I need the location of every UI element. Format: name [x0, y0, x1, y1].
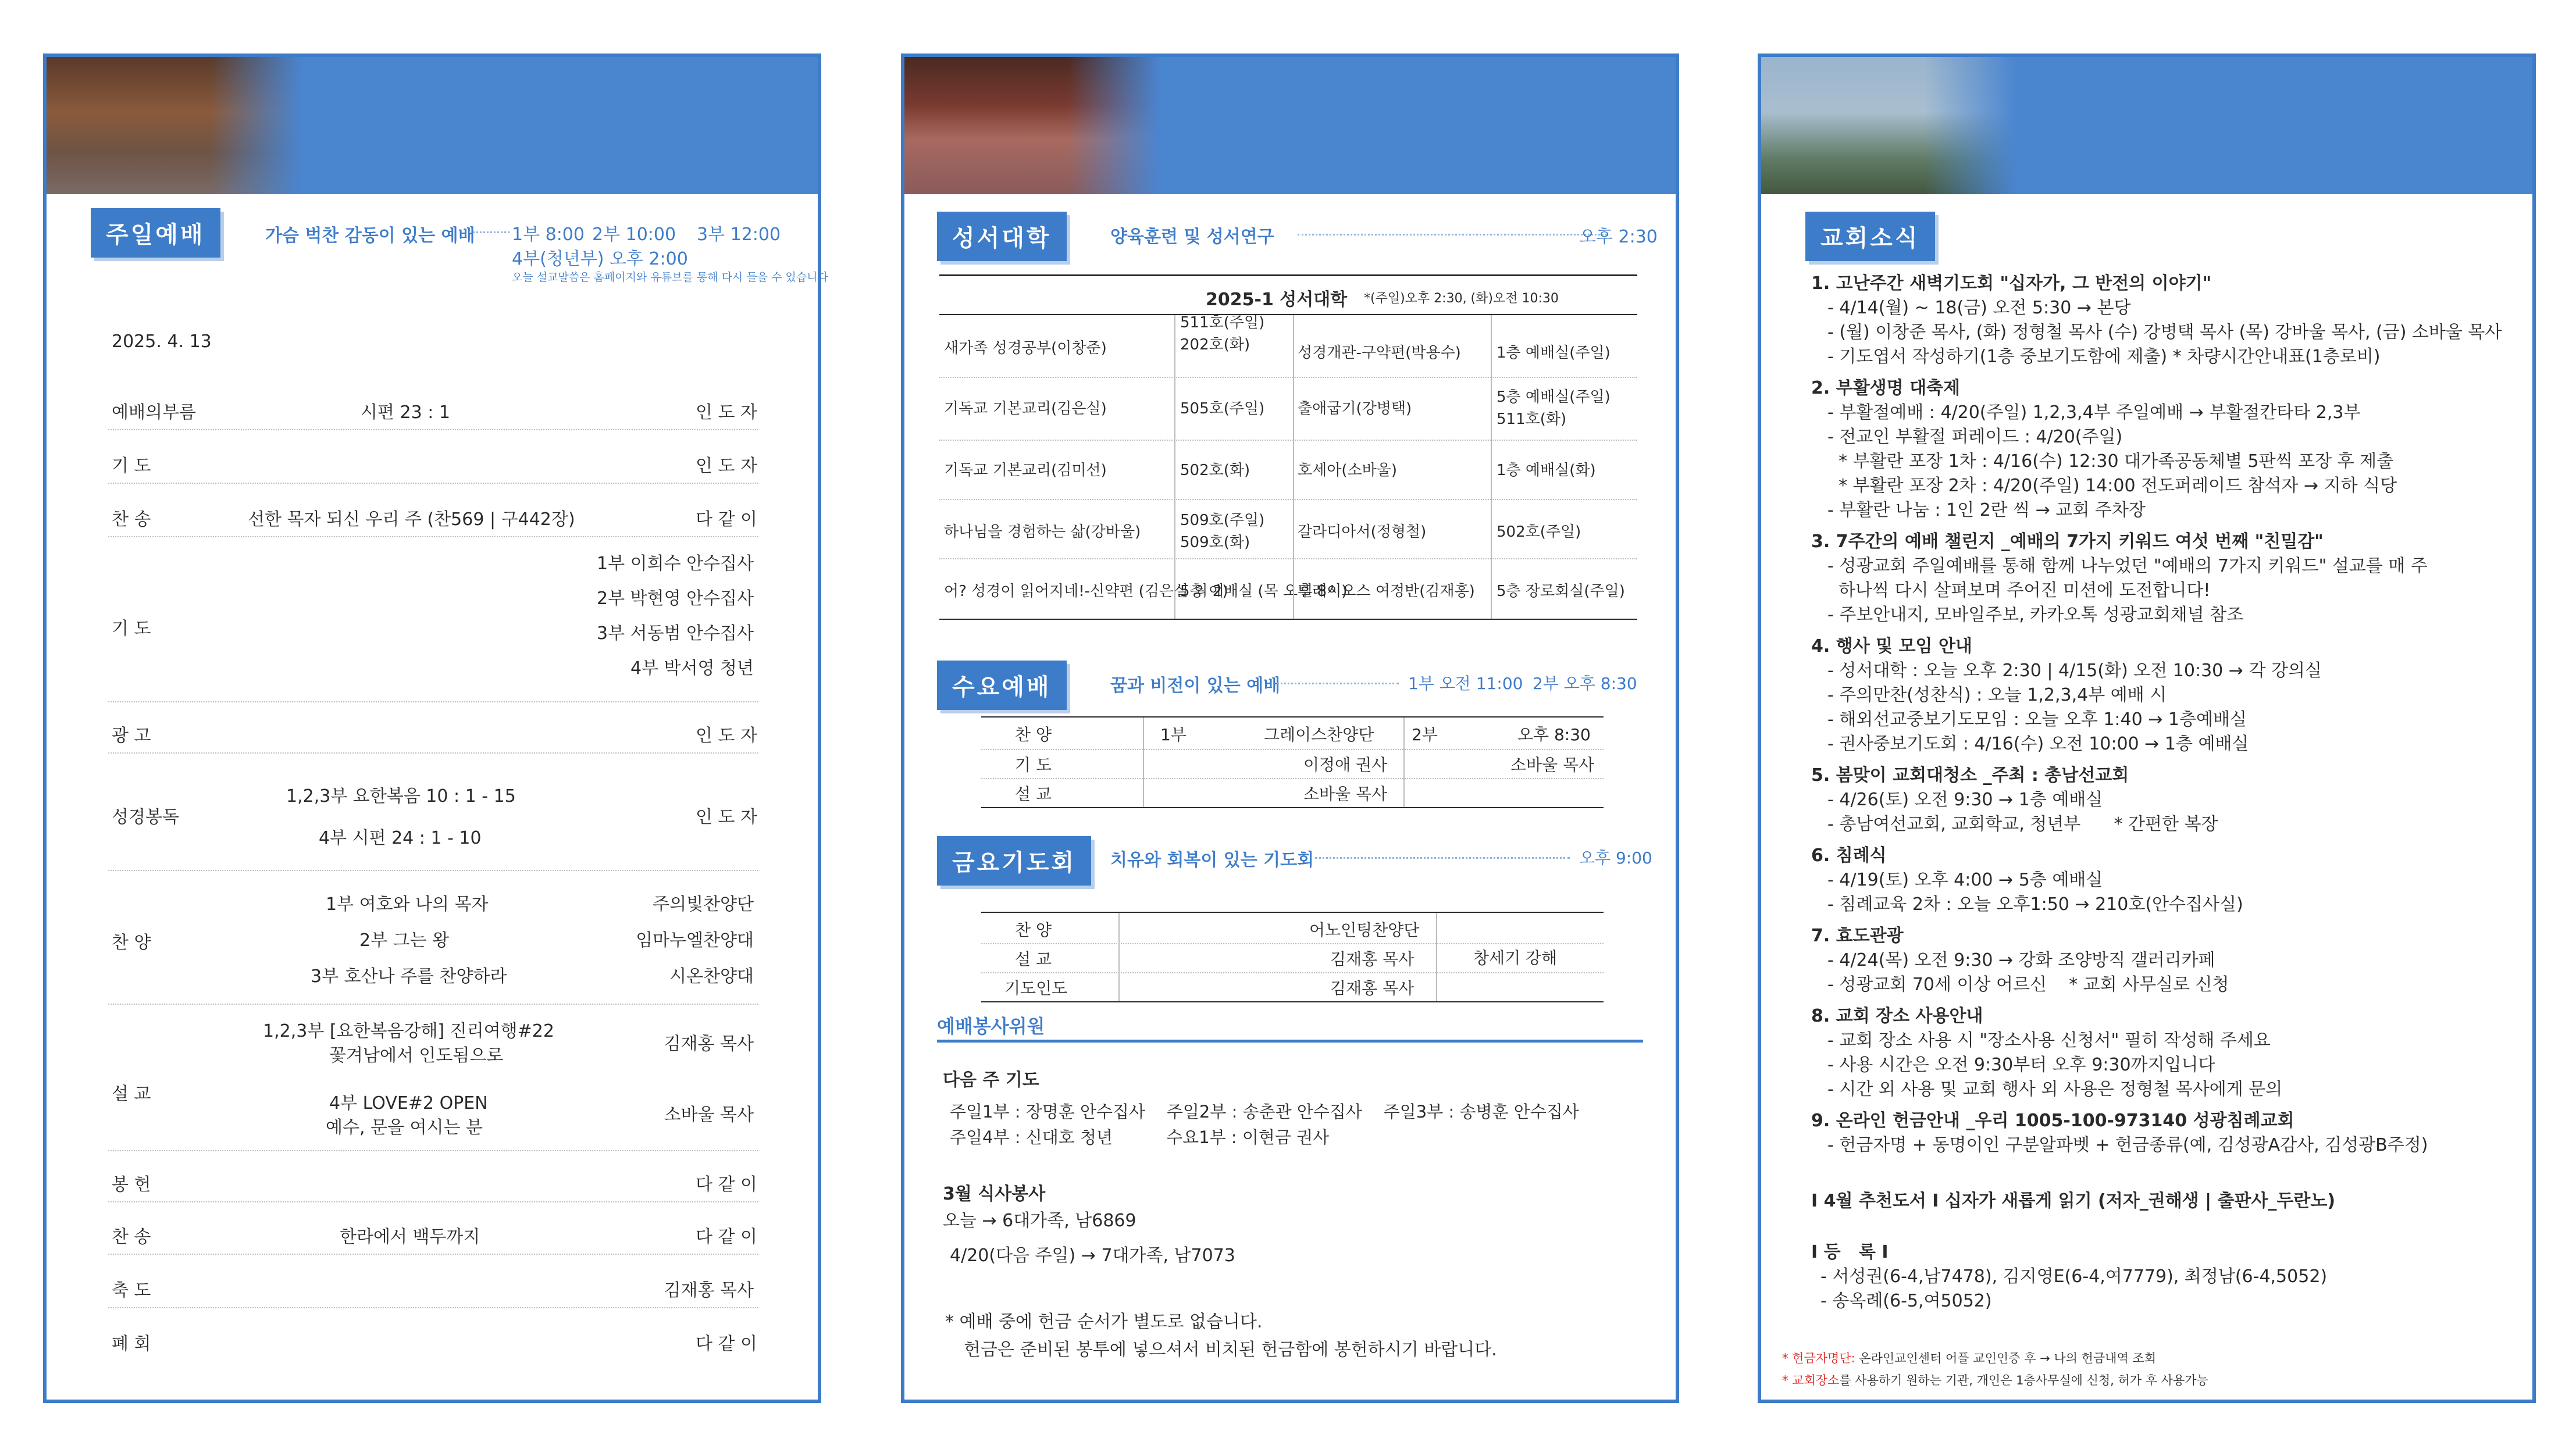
- course-name: 어? 성경이 읽어지네!-신약편 (김은실 외 2): [944, 583, 1228, 600]
- wed-part: 2부: [1412, 725, 1438, 744]
- news-line: - 4/14(월) ~ 18(금) 오전 5:30 → 본당: [1827, 298, 2131, 318]
- sermon-line: 예수, 문을 여시는 분: [326, 1118, 483, 1138]
- order-leader: 시온찬양대: [669, 966, 754, 987]
- church-building-photo: [1761, 57, 2017, 194]
- wed-person: 소바울 목사: [1510, 755, 1595, 774]
- choir-photo: [904, 57, 1160, 194]
- news-line: - 해외선교중보기도모임 : 오늘 오후 1:40 → 1층예배실: [1827, 709, 2247, 730]
- order-leader: 소바울 목사: [664, 1105, 754, 1125]
- order-label: 성경봉독: [112, 807, 179, 827]
- sermon-line: 꽃겨남에서 인도됨으로: [329, 1045, 504, 1066]
- footnote-label: * 헌금자명단:: [1782, 1351, 1855, 1365]
- order-content: 1,2,3부 요한복음 10 : 1 - 15: [286, 786, 516, 806]
- news-line: - 4/24(목) 오전 9:30 → 강화 조양방직 갤러리카페: [1827, 950, 2215, 970]
- news-line: - 권사중보기도회 : 4/16(수) 오전 10:00 → 1층 예배실: [1827, 734, 2249, 754]
- row-divider: [981, 943, 1604, 944]
- news-line: - 헌금자명 + 동명이인 구분알파벳 + 헌금종류(예, 김성광A감사, 김성광B주정): [1827, 1135, 2428, 1155]
- prayer-leader: 1부 이희수 안수집사: [597, 554, 754, 574]
- panel-bible-college: [901, 53, 1679, 1403]
- news-line: - 전교인 부활절 퍼레이드 : 4/20(주일): [1827, 427, 2123, 447]
- news-line: - 교회 장소 사용 시 "장소사용 신청서" 필히 작성해 주세요: [1827, 1030, 2271, 1051]
- panel-church-news: [1758, 53, 2536, 1403]
- prayer-leader: 4부 박서영 청년: [630, 658, 754, 679]
- row-divider: [108, 701, 758, 702]
- dotted-leader: [469, 231, 510, 233]
- course-name: 출애굽기(강병택): [1298, 400, 1412, 417]
- course-room: 1층 예배실(주일): [1497, 344, 1611, 362]
- table-bottom-rule: [981, 807, 1604, 808]
- dotted-leader: [1277, 683, 1399, 684]
- footnote-text: 온라인교인센터 어플 교인인증 후 → 나의 헌금내역 조회: [1855, 1351, 2156, 1365]
- news-heading: 7. 효도관광: [1811, 926, 1904, 946]
- service-time-2: 2부 10:00: [592, 224, 676, 245]
- col-divider: [1118, 913, 1120, 1001]
- next-prayer-title: 다음 주 기도: [943, 1070, 1039, 1090]
- course-name: 하나님을 경험하는 삶(강바울): [944, 523, 1141, 541]
- footnote-label: * 교회장소: [1782, 1373, 1840, 1387]
- row-divider: [108, 752, 758, 754]
- section-time: 2부 오후 8:30: [1533, 674, 1637, 693]
- table-note: *(주일)오후 2:30, (화)오전 10:30: [1364, 291, 1559, 306]
- order-content: 4부 시편 24 : 1 - 10: [319, 828, 482, 848]
- recommended-book: I 4월 추천도서 I 십자가 새롭게 읽기 (저자_권해생 | 출판사_두란노): [1811, 1191, 2336, 1211]
- news-line: * 부활란 포장 2차 : 4/20(주일) 14:00 전도퍼레이드 참석자 → 지하 식당: [1827, 476, 2397, 496]
- news-line: - 4/19(토) 오후 4:00 → 5층 예배실: [1827, 870, 2103, 890]
- order-leader: 다 같 이: [696, 509, 758, 530]
- section-subtitle: 가슴 벅찬 감동이 있는 예배: [265, 226, 475, 246]
- section-subtitle: 양육훈련 및 성서연구: [1110, 227, 1274, 247]
- col-divider: [1403, 718, 1405, 807]
- course-name: 호세아(소바울): [1298, 462, 1397, 479]
- service-time-1: 1부 8:00: [512, 224, 585, 245]
- order-label: 찬 송: [112, 1227, 151, 1247]
- panel-sunday-worship: [43, 53, 828, 1403]
- wed-person: 이정애 권사: [1303, 755, 1388, 774]
- order-label: 봉 헌: [112, 1175, 151, 1195]
- news-heading: 6. 침례식: [1811, 845, 1887, 866]
- register-line: - 서성권(6-4,남7478), 김지영E(6-4,여7779), 최정남(6-4,5052): [1820, 1266, 2328, 1287]
- meal-line: 4/20(다음 주일) → 7대가족, 남7073: [950, 1245, 1235, 1266]
- next-prayer-line: 주일4부 : 신대호 청년 수요1부 : 이현금 권사: [950, 1127, 1330, 1147]
- course-name: 갈라디아서(정형철): [1298, 523, 1427, 541]
- meal-title: 3월 식사봉사: [943, 1184, 1046, 1204]
- col-divider: [1174, 315, 1175, 619]
- row-divider: [108, 536, 758, 537]
- order-leader: 다 같 이: [696, 1175, 758, 1195]
- section-time: 1부 오전 11:00: [1408, 674, 1523, 693]
- course-name: 텔레이오스 여정반(김재홍): [1298, 583, 1475, 600]
- wed-role: 기 도: [1015, 755, 1052, 774]
- sermon-line: 1,2,3부 [요한복음강해] 진리여행#22: [263, 1021, 554, 1041]
- service-time-3: 3부 12:00: [697, 224, 781, 245]
- table-top-rule: [981, 912, 1604, 913]
- news-heading: 3. 7주간의 예배 챌린지 _예배의 7가지 키워드 여섯 번째 "친밀감": [1811, 531, 2324, 552]
- order-label: 예배의부름: [112, 402, 196, 423]
- news-line: - 부활란 나눔 : 1인 2란 씩 → 교회 주차장: [1827, 500, 2146, 520]
- order-leader: 김재홍 목사: [664, 1034, 754, 1054]
- table-bottom-rule: [939, 619, 1637, 620]
- section-title: 교회소식: [1805, 212, 1935, 261]
- table-header-rule: [939, 314, 1637, 315]
- order-leader: 인 도 자: [696, 726, 758, 746]
- news-line: - (월) 이창준 목사, (화) 정형철 목사 (수) 강병택 목사 (목) 강바울 목사, (금) 소바울 목사: [1827, 322, 2502, 342]
- table-title: 2025-1 성서대학: [1206, 290, 1348, 310]
- fri-role: 찬 양: [1015, 920, 1052, 940]
- row-divider: [939, 377, 1637, 378]
- sermon-replay-note: 오늘 설교말씀은 홈페이지와 유튜브를 통해 다시 들을 수 있습니다: [512, 271, 828, 284]
- register-line: - 송옥례(6-5,여5052): [1820, 1291, 1992, 1311]
- order-content: 1부 여호와 나의 목자: [326, 894, 489, 915]
- footnote-venue: [1782, 1371, 2208, 1389]
- news-line: - 부활절예배 : 4/20(주일) 1,2,3,4부 주일예배 → 부활절칸타타 2,3부: [1827, 402, 2361, 423]
- section-title: 주일예배: [91, 208, 220, 258]
- prayer-leader: 2부 박현영 안수집사: [597, 588, 754, 609]
- dotted-leader: [1298, 234, 1607, 235]
- register-title: I 등 록 I: [1811, 1242, 1889, 1262]
- order-leader: 인 도 자: [696, 456, 758, 476]
- order-label: 찬 양: [112, 933, 151, 953]
- meal-line: 오늘 → 6대가족, 남6869: [943, 1211, 1136, 1231]
- order-label: 폐 회: [112, 1334, 151, 1354]
- section-title: 성서대학: [937, 212, 1067, 261]
- news-line: * 부활란 포장 1차 : 4/16(수) 12:30 대가족공동체별 5판씩 포장 후 제출: [1827, 451, 2394, 472]
- course-room: 502호(주일): [1497, 523, 1581, 541]
- course-name: 새가족 성경공부(이창준): [944, 340, 1107, 357]
- news-line: - 4/26(토) 오전 9:30 → 1층 예배실: [1827, 790, 2103, 810]
- offering-note: * 예배 중에 헌금 순서가 별도로 없습니다.: [945, 1312, 1263, 1332]
- row-divider: [108, 429, 758, 430]
- wed-person: 그레이스찬양단: [1264, 725, 1374, 744]
- row-divider: [108, 1254, 758, 1255]
- news-line: - 주보안내지, 모바일주보, 카카오톡 성광교회채널 참조: [1827, 605, 2244, 625]
- news-heading: 9. 온라인 헌금안내 _우리 1005-100-973140 성광침례교회: [1811, 1111, 2294, 1131]
- wed-role: 찬 양: [1015, 725, 1052, 744]
- order-label: 기 도: [112, 619, 151, 639]
- course-room: 1층 예배실(화): [1497, 462, 1596, 479]
- sermon-line: 4부 LOVE#2 OPEN: [329, 1093, 488, 1113]
- panel-banner: [904, 57, 1676, 194]
- order-content: 시편 23 : 1: [361, 402, 450, 423]
- row-divider: [108, 1201, 758, 1202]
- course-name: 기독교 기본교리(김은실): [944, 400, 1107, 417]
- section-subtitle: 치유와 회복이 있는 기도회: [1110, 850, 1314, 870]
- news-line: - 성광교회 주일예배를 통해 함께 나누었던 "예배의 7가지 키워드" 설교를 매 주: [1827, 556, 2428, 576]
- table-bottom-rule: [981, 1001, 1604, 1002]
- order-content: 2부 그는 왕: [359, 930, 450, 951]
- row-divider: [108, 483, 758, 484]
- order-label: 설 교: [112, 1084, 151, 1104]
- news-line: - 성서대학 : 오늘 오후 2:30 | 4/15(화) 오전 10:30 → 각 강의실: [1827, 661, 2322, 681]
- order-content: 선한 목자 되신 우리 주 (찬569 | 구442장): [248, 509, 575, 530]
- order-leader: 인 도 자: [696, 807, 758, 827]
- course-name: 기독교 기본교리(김미선): [944, 462, 1107, 479]
- course-room: 5층 장로회실(주일): [1497, 583, 1625, 600]
- course-room: 5층 예배실(주일) 511호(화): [1497, 388, 1611, 428]
- course-room: 5층 예배실 (목 오후 8시): [1180, 583, 1348, 600]
- fri-person: 김재홍 목사: [1330, 979, 1415, 998]
- committee-title: 예배봉사위원: [937, 1015, 1045, 1037]
- fri-role: 기도인도: [1004, 979, 1068, 998]
- panel-banner: [47, 57, 818, 194]
- section-subtitle: 꿈과 비전이 있는 예배: [1110, 676, 1281, 696]
- table-top-rule: [981, 716, 1604, 718]
- news-heading: 5. 봄맞이 교회대청소 _주최 : 총남선교회: [1811, 765, 2129, 786]
- news-line: - 시간 외 사용 및 교회 행사 외 사용은 정형철 목사에게 문의: [1827, 1079, 2283, 1100]
- news-line: - 기도엽서 작성하기(1층 중보기도함에 제출) * 차량시간안내표(1층로비): [1827, 347, 2381, 367]
- news-line: - 침례교육 2차 : 오늘 오후1:50 → 210호(안수집사실): [1827, 894, 2243, 915]
- fri-person: 어노인팅찬양단: [1309, 920, 1420, 940]
- course-room: 505호(주일): [1180, 400, 1265, 417]
- row-divider: [981, 972, 1604, 973]
- news-heading: 1. 고난주간 새벽기도회 "십자가, 그 반전의 이야기": [1811, 273, 2212, 294]
- next-prayer-line: 주일1부 : 장명훈 안수집사 주일2부 : 송춘관 안수집사 주일3부 : 송병훈 안수집사: [950, 1102, 1579, 1122]
- col-divider: [1491, 315, 1492, 619]
- news-line: - 사용 시간은 오전 9:30부터 오후 9:30까지입니다: [1827, 1055, 2215, 1075]
- order-leader: 다 같 이: [696, 1227, 758, 1247]
- wed-role: 설 교: [1015, 784, 1052, 804]
- news-line: 하나씩 다시 살펴보며 주어진 미션에 도전합니다!: [1827, 580, 2211, 601]
- course-name: 성경개관-구약편(박용수): [1298, 344, 1461, 362]
- bulletin-date: 2025. 4. 13: [112, 331, 212, 352]
- fri-sermon-series: 창세기 강해: [1473, 948, 1558, 968]
- course-room: 509호(주일) 509호(화): [1180, 512, 1265, 551]
- section-time: 오후 2:30: [1579, 227, 1658, 247]
- col-divider: [1143, 718, 1144, 807]
- section-time: 오후 9:00: [1579, 848, 1652, 868]
- col-divider: [1436, 913, 1437, 1001]
- news-line: - 주의만찬(성찬식) : 오늘 1,2,3,4부 예배 시: [1827, 685, 2167, 705]
- order-leader: 김재홍 목사: [664, 1280, 754, 1301]
- col-divider: [1293, 315, 1294, 619]
- order-label: 광 고: [112, 726, 151, 746]
- service-time-4: 4부(청년부) 오후 2:00: [512, 249, 688, 269]
- row-divider: [108, 870, 758, 871]
- fri-person: 김재홍 목사: [1330, 950, 1415, 969]
- offering-note: 헌금은 준비된 봉투에 넣으셔서 비치된 헌금함에 봉헌하시기 바랍니다.: [964, 1340, 1497, 1360]
- order-label: 찬 송: [112, 509, 151, 530]
- order-content: 한라에서 백두까지: [340, 1227, 480, 1247]
- order-leader: 주의빛찬양단: [653, 894, 754, 915]
- footnote-offering: [1782, 1349, 2156, 1366]
- order-label: 축 도: [112, 1280, 151, 1301]
- row-divider: [108, 1150, 758, 1151]
- news-heading: 8. 교회 장소 사용안내: [1811, 1006, 1983, 1026]
- news-line: - 성광교회 70세 이상 어르신 * 교회 사무실로 신청: [1827, 975, 2229, 995]
- row-divider: [108, 1004, 758, 1005]
- section-title: 금요기도회: [937, 836, 1091, 886]
- news-line: - 총남여선교회, 교회학교, 청년부 * 간편한 복장: [1827, 814, 2218, 834]
- row-divider: [939, 440, 1637, 441]
- wed-part: 1부: [1160, 725, 1187, 744]
- order-leader: 인 도 자: [696, 402, 758, 423]
- order-content: 3부 호산나 주를 찬양하라: [311, 966, 507, 987]
- row-divider: [939, 499, 1637, 500]
- row-divider: [108, 1307, 758, 1308]
- row-divider: [981, 749, 1604, 750]
- order-label: 기 도: [112, 456, 151, 476]
- fri-role: 설 교: [1015, 950, 1052, 969]
- wed-time: 오후 8:30: [1517, 725, 1591, 744]
- committee-rule: [937, 1040, 1643, 1043]
- table-top-rule: [939, 274, 1637, 276]
- footnote-text: 를 사용하기 원하는 기관, 개인은 1층사무실에 신청, 허가 후 사용가능: [1839, 1373, 2208, 1387]
- order-leader: 임마누엘찬양대: [636, 930, 754, 951]
- section-title: 수요예배: [937, 661, 1067, 710]
- course-room: 502호(화): [1180, 462, 1250, 479]
- dotted-leader: [1315, 857, 1570, 859]
- news-heading: 2. 부활생명 대축제: [1811, 378, 1961, 398]
- news-heading: 4. 행사 및 모임 안내: [1811, 636, 1972, 656]
- row-divider: [939, 558, 1637, 559]
- row-divider: [981, 778, 1604, 779]
- order-leader: 다 같 이: [696, 1334, 758, 1354]
- panel-banner: [1761, 57, 2532, 194]
- prayer-leader: 3부 서동범 안수집사: [597, 623, 754, 644]
- wed-person: 소바울 목사: [1303, 784, 1388, 804]
- church-worship-photo: [47, 57, 302, 194]
- course-room: 511호(주일) 202호(화): [1180, 314, 1265, 354]
